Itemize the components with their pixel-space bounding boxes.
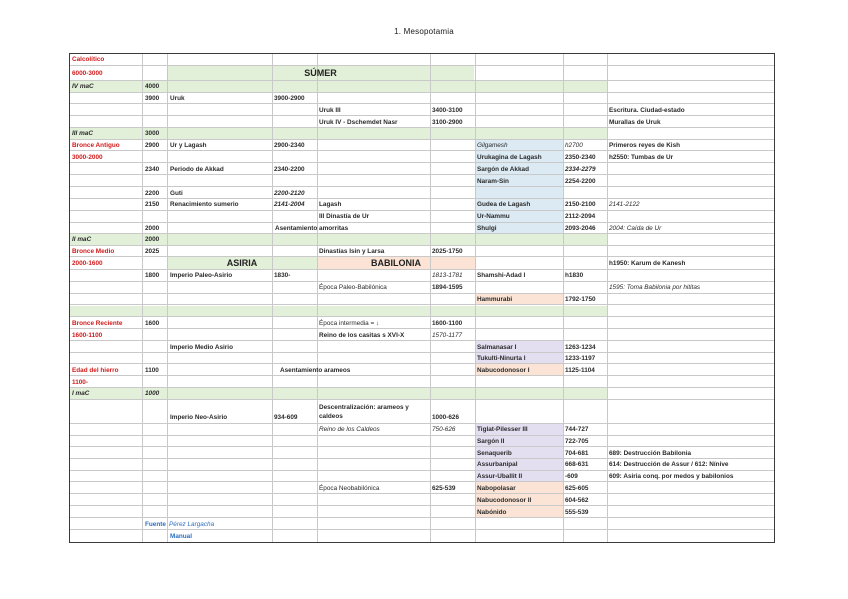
year-cell: 2900 [145, 142, 160, 149]
ruler-sargon-akkad-dates: 2334-2279 [565, 166, 596, 173]
period-edad-hierro-dates: 1100- [72, 379, 88, 386]
ruler-asurbanipal: Assurbanipal [477, 461, 518, 468]
ruler-sargon-ii: Sargón II [477, 438, 505, 445]
ruler-gudea: Gudea de Lagash [477, 201, 531, 208]
year-cell: 2150 [145, 201, 160, 208]
period-iv-mac: IV maC [72, 83, 94, 90]
period-medio-asirio: Imperio Medio Asirio [170, 344, 233, 351]
source-label: Fuente [145, 521, 166, 528]
ruler-tiglat: Tiglat-Pilesser III [477, 426, 528, 433]
period-uruk-iii: Uruk III [319, 107, 341, 114]
period-renacimiento: Renacimiento sumerio [170, 201, 239, 208]
event-toma-babilonia: 1595: Toma Babilonia por hititas [609, 284, 701, 291]
period-ur-lagash-dates: 2900-2340 [274, 142, 305, 149]
ruler-gilgamesh-date: h2700 [565, 142, 583, 149]
period-isin-larsa: Dinastías Isin y Larsa [319, 248, 385, 255]
grid-row [70, 54, 774, 66]
ruler-naram-sin: Naram-Sin [477, 178, 509, 185]
period-ii-mac: II maC [72, 236, 92, 243]
year-cell: 2000 [145, 236, 160, 243]
ruler-salmanasar: Salmanasar I [477, 344, 517, 351]
period-casitas-dates: 1570-1177 [432, 332, 463, 339]
ruler-naram-sin-dates: 2254-2200 [565, 178, 596, 185]
period-paleo-babilonia-dates: 1813-1781 [432, 272, 463, 279]
period-calcolitico: Calcolítico [72, 56, 105, 63]
ruler-nabonido: Nabónido [477, 509, 507, 516]
spreadsheet-grid [69, 53, 775, 543]
period-intermedia-dates: 1600-1100 [432, 320, 463, 327]
grid-row [70, 245, 774, 257]
period-isin-larsa-dates: 2025-1750 [432, 248, 463, 255]
source-work: Manual [170, 533, 193, 540]
ruler-ur-nammu: Ur-Nammu [477, 213, 510, 220]
period-bronce-reciente: Bronce Reciente [72, 320, 123, 327]
year-cell: 3000 [145, 130, 160, 137]
ruler-nabucodonosor-ii-dates: 604-562 [565, 497, 589, 504]
year-cell: 2340 [145, 166, 160, 173]
grid-row [70, 435, 774, 447]
period-akkad: Periodo de Akkad [170, 166, 224, 173]
year-cell: 4000 [145, 83, 160, 90]
event-caida-ur: 2004: Caída de Ur [609, 225, 662, 232]
period-calcolitico-dates: 6000-3000 [72, 70, 103, 77]
period-iii-mac: III maC [72, 130, 93, 137]
ruler-salmanasar-dates: 1263-1234 [565, 344, 596, 351]
period-uruk-iii-dates: 3400-3100 [432, 107, 463, 114]
ruler-shamshi-adad-date: h1830 [565, 272, 584, 279]
event-tumbas-ur: h2550: Tumbas de Ur [609, 154, 674, 161]
ruler-sargon-akkad: Sargón de Akkad [477, 166, 529, 173]
period-renacimiento-dates: 2141-2004 [274, 201, 305, 208]
event-destr-assur: 614: Destrucción de Assur / 612: Nínive [609, 461, 729, 468]
event-asiria-conq: 609: Asiria conq. por medos y babilonios [609, 473, 734, 480]
ruler-senaquerib-dates: 704-681 [565, 450, 589, 457]
period-bronce-reciente-dates: 1600-1100 [72, 332, 103, 339]
ruler-ur-nammu-dates: 2112-2094 [565, 213, 596, 220]
source-author: Pérez Largacha [169, 521, 215, 528]
ruler-nabopolasar: Nabopolasar [477, 485, 516, 492]
grid-row [70, 116, 774, 128]
year-cell: 2000 [145, 225, 160, 232]
year-cell: 1000 [145, 390, 160, 397]
period-paleo-asirio: Imperio Paleo-Asirio [170, 272, 233, 279]
header-asiria: ASIRIA [226, 258, 258, 268]
grid-row [70, 128, 774, 140]
period-akkad-dates: 2340-2200 [274, 166, 305, 173]
ruler-sargon-ii-dates: 722-705 [565, 438, 589, 445]
period-edad-hierro: Edad del hierro [72, 367, 119, 374]
period-ur-iii: III Dinastía de Ur [319, 213, 370, 220]
period-uruk: Uruk [170, 95, 185, 102]
grid-row [70, 222, 774, 234]
event-karum: h1950: Karum de Kanesh [609, 260, 686, 267]
grid-row [70, 424, 774, 436]
ruler-shamshi-adad: Shamshi-Adad I [477, 272, 526, 279]
period-paleo-babilonica: Época Paleo-Babilónica [319, 284, 387, 291]
period-casitas: Reino de los casitas s XVI-X [319, 332, 405, 339]
period-neo-asirio-dates: 934-609 [274, 414, 298, 421]
grid-row [70, 506, 774, 518]
ruler-gudea-dates: 2150-2100 [565, 201, 596, 208]
grid-row [70, 293, 774, 305]
period-bronce-medio: Bronce Medio [72, 248, 115, 255]
period-bronce-antiguo-dates: 3000-2000 [72, 154, 103, 161]
grid-row [70, 317, 774, 329]
period-uruk-iv: Uruk IV - Dschemdet Nasr [319, 119, 398, 126]
period-neobabilonica-dates: 625-539 [432, 485, 456, 492]
ruler-gudea-alt: 2141-2122 [609, 201, 640, 208]
period-descentralizacion: Descentralización: arameos y caldeos [319, 404, 409, 420]
period-i-mac: I maC [72, 390, 90, 397]
year-cell: 1600 [145, 320, 160, 327]
event-murallas: Murallas de Uruk [609, 119, 661, 126]
ruler-nabucodonosor-i: Nabucodonosor I [477, 367, 530, 374]
year-cell: 2200 [145, 190, 160, 197]
page-title: 1. Mesopotamia [394, 27, 454, 36]
period-bronce-antiguo: Bronce Antiguo [72, 142, 120, 149]
ruler-senaquerib: Senaquerib [477, 450, 512, 457]
period-uruk-iv-dates: 3100-2900 [432, 119, 463, 126]
grid-row [70, 329, 774, 341]
header-sumer: SÚMER [304, 68, 337, 78]
year-cell: 1800 [145, 272, 160, 279]
grid-row [70, 305, 774, 317]
period-neobabilonica: Época Neobabilónica [319, 485, 380, 492]
period-uruk-dates: 3900-2900 [274, 95, 305, 102]
header-babilonia: BABILONIA [371, 258, 421, 268]
ruler-gilgamesh: Gilgamesh [477, 142, 508, 149]
period-caldeos-dates: 750-626 [432, 426, 456, 433]
grid-row [70, 175, 774, 187]
grid-row [70, 364, 774, 376]
year-cell: 3900 [145, 95, 160, 102]
period-bronce-medio-dates: 2000-1600 [72, 260, 103, 267]
ruler-assur-uballit-dates: -609 [565, 473, 578, 480]
grid-row [70, 234, 774, 246]
grid-row [70, 494, 774, 506]
grid-row [70, 388, 774, 400]
ruler-hammurabi: Hammurabi [477, 296, 513, 303]
grid-row [70, 352, 774, 364]
year-cell: 1100 [145, 367, 159, 374]
period-amorritas: Asentamiento amorritas [275, 225, 349, 232]
event-reyes-kish: Primeros reyes de Kish [609, 142, 681, 149]
grid-row [70, 211, 774, 223]
period-paleo-asirio-dates: 1830- [274, 272, 291, 279]
ruler-shulgi: Shulgi [477, 225, 497, 232]
ruler-nabucodonosor-i-dates: 1125-1104 [565, 367, 595, 374]
period-guti: Guti [170, 190, 183, 197]
ruler-hammurabi-dates: 1792-1750 [565, 296, 596, 303]
period-neo-asirio: Imperio Neo-Asirio [170, 414, 228, 421]
ruler-asurbanipal-dates: 668-631 [565, 461, 589, 468]
period-arameos: Asentamiento arameos [280, 367, 351, 374]
period-descentralizacion-dates: 1000-626 [432, 414, 460, 421]
ruler-shulgi-dates: 2093-2046 [565, 225, 596, 232]
ruler-tukulti-dates: 1233-1197 [565, 355, 596, 362]
event-escritura: Escritura. Ciudad-estado [609, 107, 685, 114]
grid-row [70, 81, 774, 93]
period-intermedia: Época intermedia = ↓ [319, 320, 380, 327]
ruler-tukulti: Tukulti-Ninurta I [477, 355, 526, 362]
period-caldeos: Reino de los Caldeos [319, 426, 380, 433]
ruler-urukagina-dates: 2350-2340 [565, 154, 596, 161]
period-lagash: Lagash [319, 201, 342, 208]
ruler-nabopolasar-dates: 625-605 [565, 485, 589, 492]
grid-row [70, 376, 774, 388]
ruler-tiglat-dates: 744-727 [565, 426, 589, 433]
ruler-urukagina: Urukagina de Lagash [477, 154, 542, 161]
period-ur-lagash: Ur y Lagash [170, 142, 207, 149]
period-guti-dates: 2200-2120 [274, 190, 305, 197]
ruler-assur-uballit: Assur-Uballit II [477, 473, 523, 480]
grid-row [70, 482, 774, 494]
ruler-nabucodonosor-ii: Nabucodonosor II [477, 497, 532, 504]
year-cell: 2025 [145, 248, 160, 255]
period-paleo-babilonica-dates: 1894-1595 [432, 284, 463, 291]
event-destr-babilonia: 689: Destrucción Babilonia [609, 450, 692, 457]
ruler-nabonido-dates: 555-539 [565, 509, 589, 516]
